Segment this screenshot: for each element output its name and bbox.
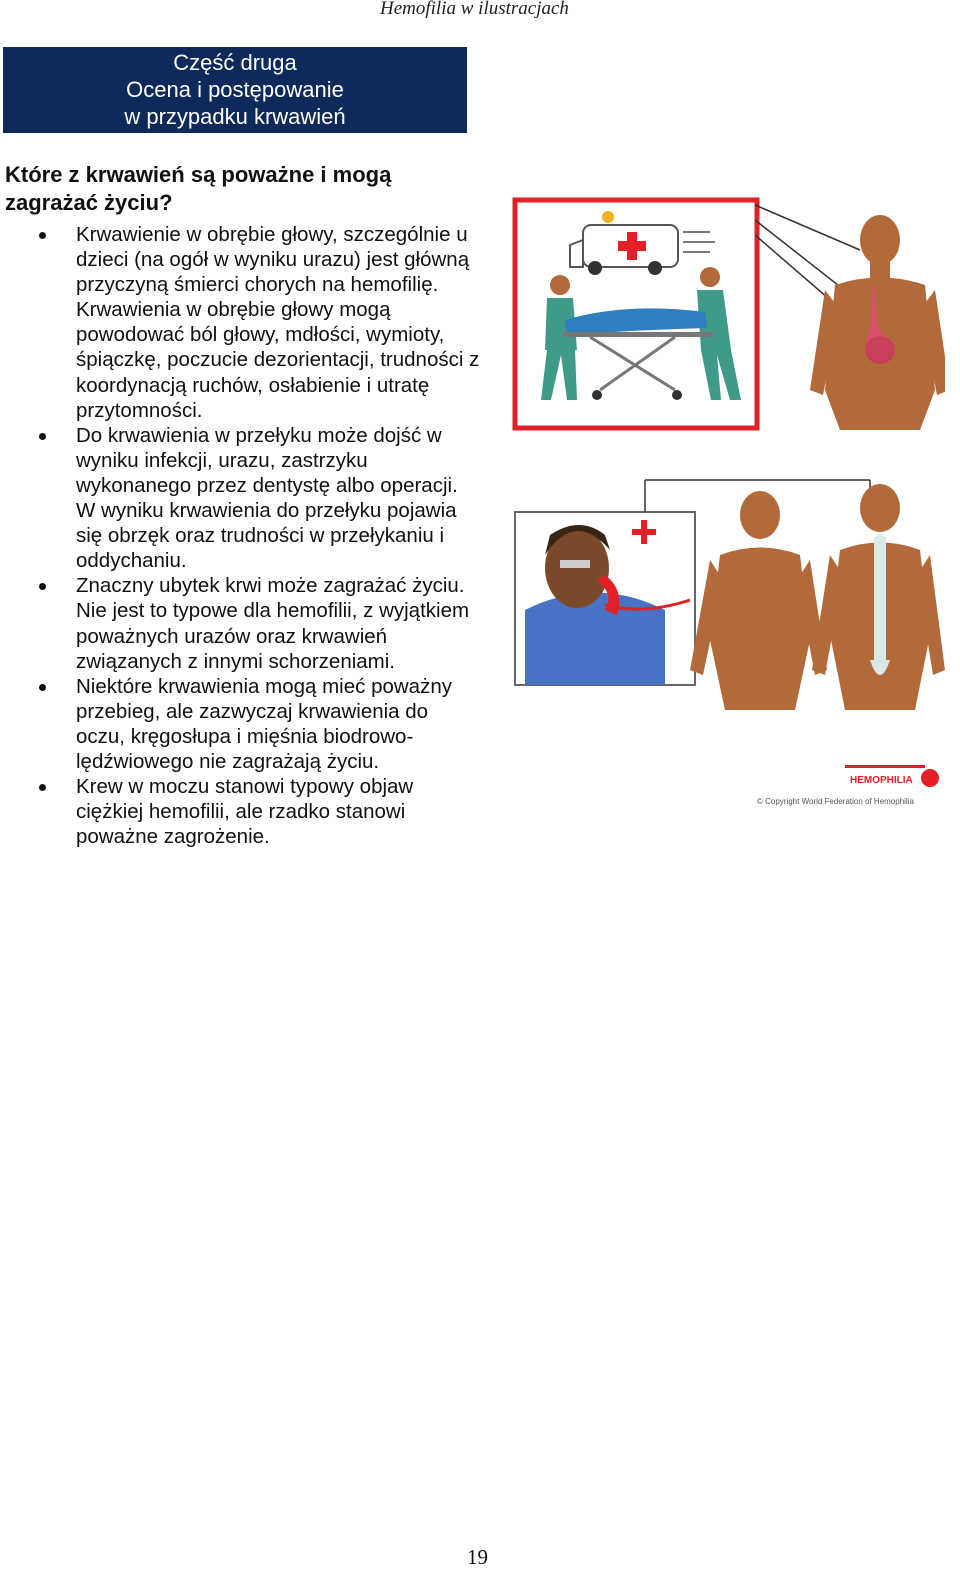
list-item-text: Krew w moczu stanowi typowy objaw ciężkiej hemofilii, ale rzadko stanowi poważne zagrożenie. (76, 775, 414, 849)
section-title-line: Część druga (173, 50, 297, 75)
hemophilia-illustration (505, 190, 945, 830)
body-esophagus-figure (810, 215, 945, 430)
bullet-dot (39, 433, 46, 440)
ambulance-scene (515, 200, 757, 428)
list-item-text: Do krwawienia w przełyku może dojść w wyniku infekcji, urazu, zastrzyku wykonanego przez dentystę albo operacji. W wyniku krwawienia do przełyku pojawia się obrzęk oraz trudności w przełykaniu i oddychaniu. (76, 423, 458, 573)
wfh-logo (845, 765, 939, 787)
bullet-dot (39, 784, 46, 791)
list-item-text: Niektóre krwawienia mogą mieć poważny przebieg, ale zazwyczaj krwawienia do oczu, kręgosłupa i mięśnia biodrowo-lędźwiowego nie zagrażają życiu. (76, 674, 452, 773)
bullet-dot (39, 232, 46, 239)
section-banner (3, 47, 467, 133)
list-item (0, 423, 480, 574)
copyright-text: © Copyright World Federation of Hemophilia (757, 797, 914, 806)
bullet-dot (39, 583, 46, 590)
bullet-dot (39, 684, 46, 691)
section-title-line: w przypadku krwawień (124, 104, 346, 129)
list-item (0, 222, 480, 423)
list-item-text: Krwawienie w obrębie głowy, szczególnie u dzieci (na ogół w wyniku urazu) jest główną przyczyną śmierci chorych na hemofilię. Krwawienia w obrębie głowy mogą powodować ból głowy, mdłości, wymioty, śpiączkę, poczucie dezorientacji, trudności z koordynacją ruchów, osłabienie i utratę przytomności. (76, 223, 480, 422)
logo-text: HEMOPHILIA (850, 775, 913, 786)
running-header: Hemofilia w ilustracjach (380, 0, 569, 19)
list-item (0, 774, 480, 849)
question-heading: Które z krwawień są poważne i mogą zagrażać życiu? (5, 162, 392, 215)
list-item-text: Znaczny ubytek krwi może zagrażać życiu. Nie jest to typowe dla hemofilii, z wyjątkiem poważnych urazów oraz krwawień związanych z innymi schorzeniami. (76, 574, 470, 673)
body-front-figure (690, 491, 827, 710)
page-number: 19 (467, 1545, 488, 1569)
list-item (0, 573, 480, 673)
section-title-line: Ocena i postępowanie (126, 77, 344, 102)
list-item (0, 674, 480, 774)
bullet-list (0, 222, 480, 849)
body-spine-figure (812, 484, 945, 710)
